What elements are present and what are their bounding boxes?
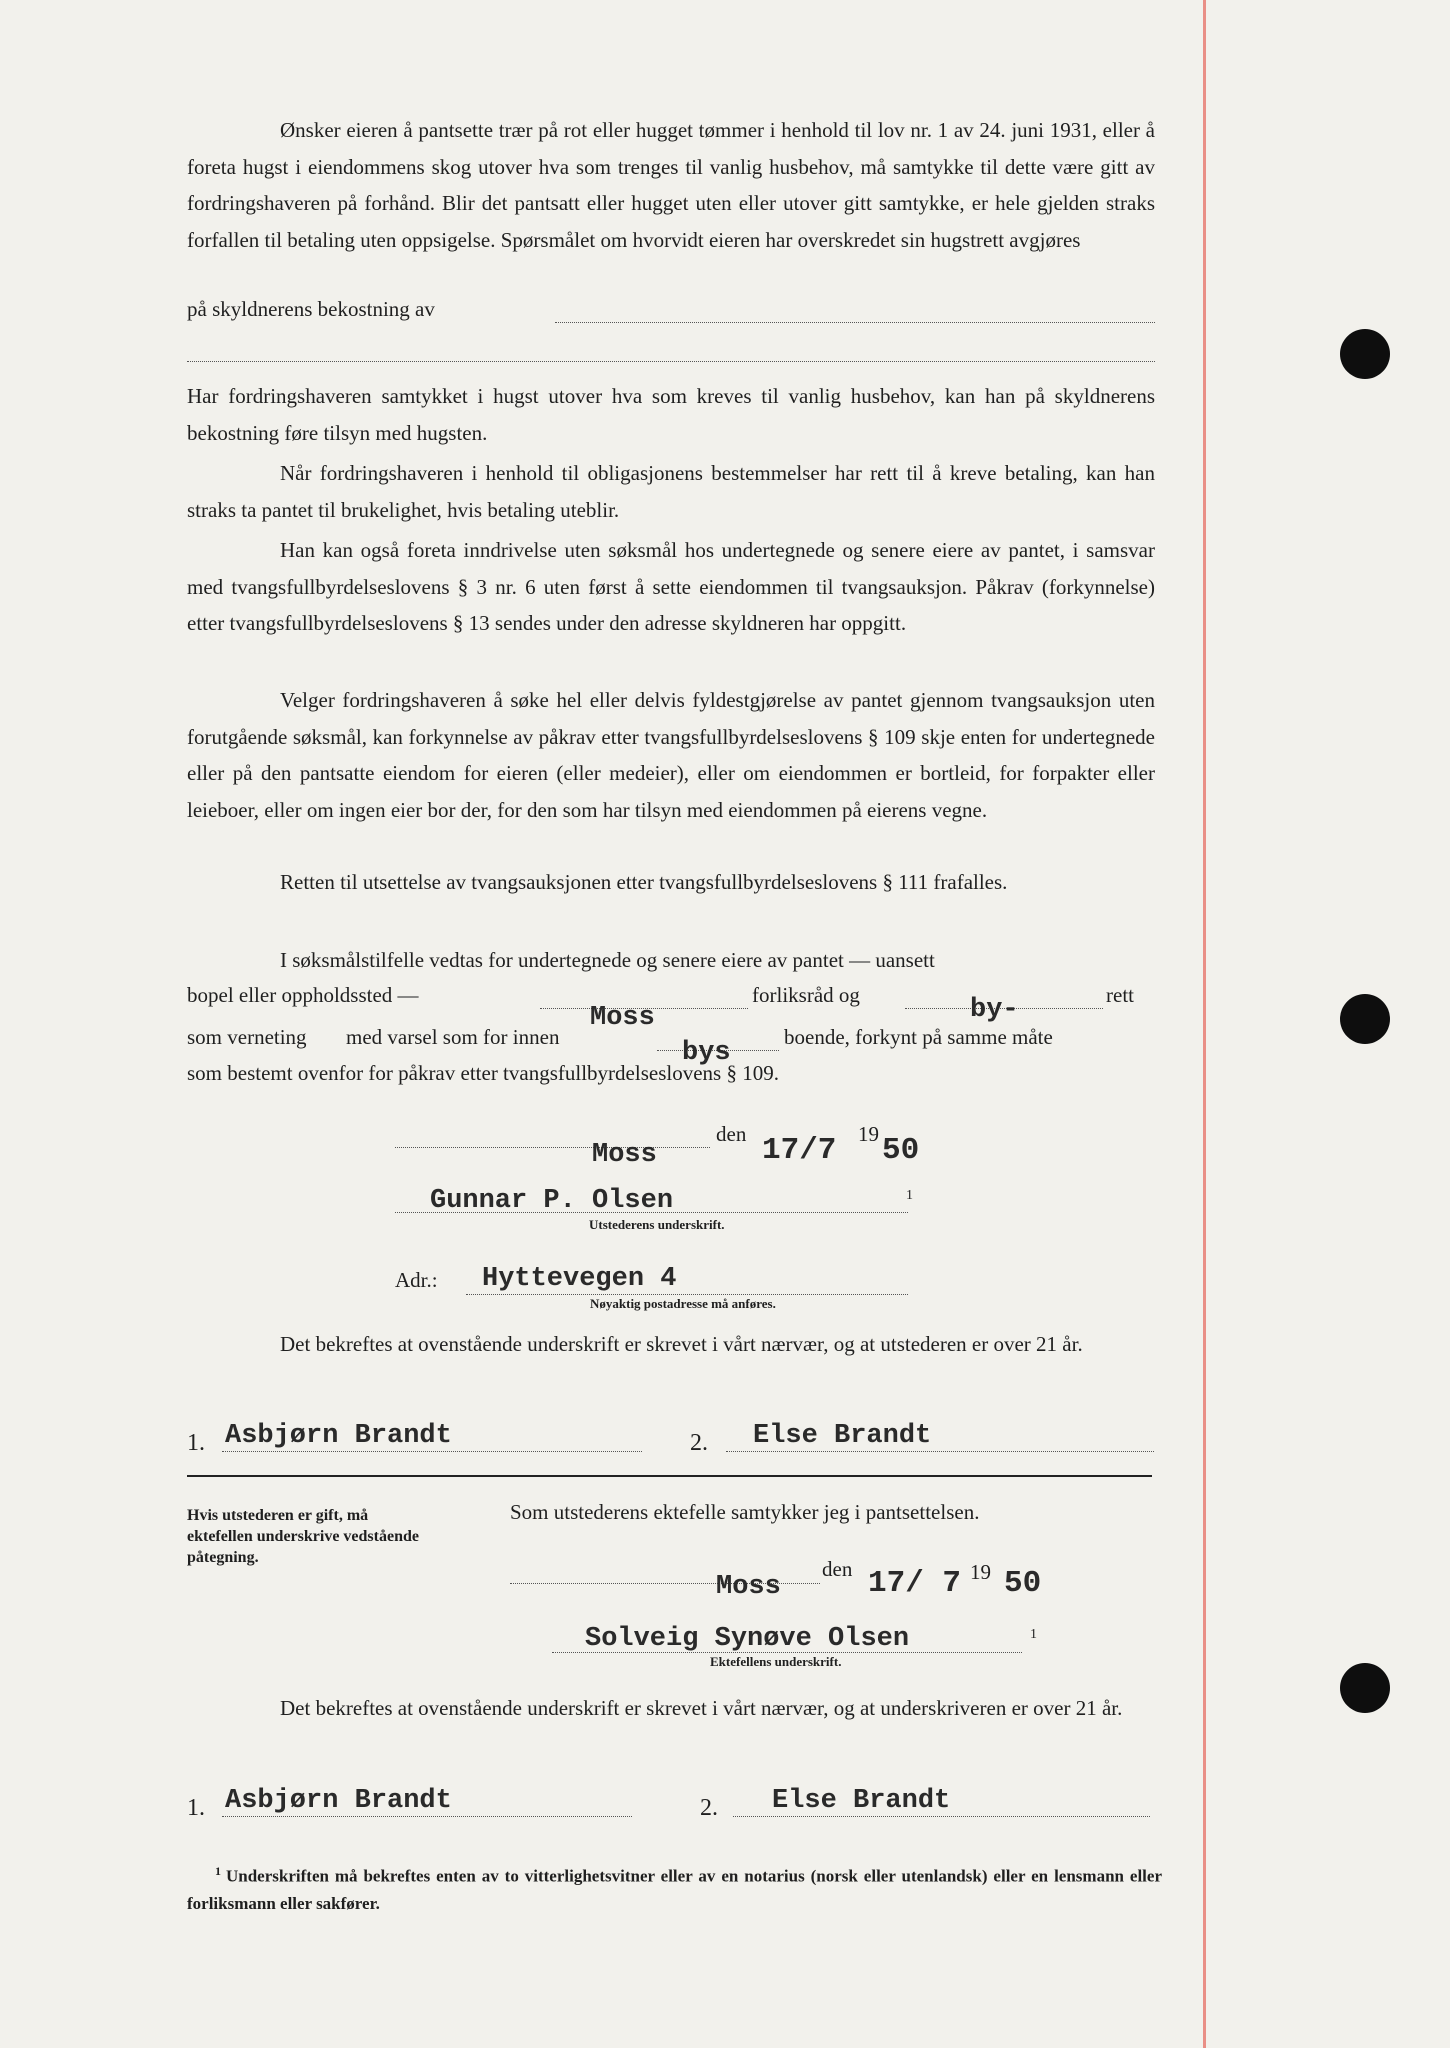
place-line xyxy=(395,1147,710,1148)
witness-statement: Det bekreftes at ovenstående underskrift er skrevet i vårt nærvær, og at underskriveren er over 21 år. xyxy=(280,1696,1123,1720)
spouse-signature: Solveig Synøve Olsen xyxy=(585,1624,910,1654)
spouse-consent: Som utstederens ektefelle samtykker jeg i pantsettelsen. xyxy=(510,1500,980,1524)
witness-number: 1. xyxy=(187,1795,205,1821)
section-divider xyxy=(187,1475,1152,1477)
spouse-year: 50 xyxy=(1004,1566,1042,1601)
footnote xyxy=(187,1858,1162,1917)
venue-text: forliksråd og xyxy=(752,983,860,1007)
venue-text: med varsel som for innen xyxy=(346,1025,560,1049)
spouse-date: 17/ 7 xyxy=(868,1566,962,1601)
issuer-address: Hyttevegen 4 xyxy=(482,1264,677,1294)
signature-caption: Ektefellens underskrift. xyxy=(710,1654,842,1669)
witness-line xyxy=(222,1816,632,1817)
spouse-place: Moss xyxy=(716,1572,781,1602)
paragraph-postponement: Retten til utsettelse av tvangsauksjonen etter tvangsfullbyrdelseslovens § 111 frafalles. xyxy=(280,870,1008,894)
signature-line xyxy=(395,1212,908,1213)
venue-text: som verneting xyxy=(187,1025,307,1049)
punch-hole xyxy=(1340,994,1390,1044)
witness-number: 2. xyxy=(700,1795,718,1821)
issuer-place: Moss xyxy=(592,1140,657,1170)
witness-number: 1. xyxy=(187,1430,205,1456)
venue-text: boende, forkynt på samme måte xyxy=(784,1025,1053,1049)
spouse-side-note: Hvis utstederen er gift, må ektefellen underskrive vedstående påtegning. xyxy=(187,1507,419,1566)
venue-text: rett xyxy=(1106,983,1134,1007)
issuer-date: 17/7 xyxy=(762,1133,837,1168)
footnote-marker: 1 xyxy=(906,1188,913,1203)
paragraph-logging-consent-last-line: på skyldnerens bekostning av xyxy=(187,297,435,321)
paragraph-supervision: Har fordringshaveren samtykket i hugst utover hva som kreves til vanlig husbehov, kan han på skyldnerens bekostning føre tilsyn med hugsten. xyxy=(187,384,1155,445)
fill-in-line xyxy=(555,322,1155,323)
address-label: Adr.: xyxy=(395,1268,438,1292)
issuer-year: 50 xyxy=(882,1133,920,1168)
red-margin-line xyxy=(1203,0,1206,2048)
address-line xyxy=(466,1294,908,1295)
punch-hole xyxy=(1340,329,1390,379)
footnote-marker: 1 xyxy=(1030,1627,1037,1642)
signature-caption: Utstederens underskrift. xyxy=(589,1217,725,1232)
venue-text: bopel eller oppholdssted — xyxy=(187,983,419,1007)
typed-venue-place: Moss xyxy=(590,1003,655,1033)
punch-hole xyxy=(1340,1663,1390,1713)
witness-line xyxy=(222,1451,642,1452)
witness-signature: Asbjørn Brandt xyxy=(225,1786,452,1816)
venue-text: som bestemt ovenfor for påkrav etter tvangsfullbyrdelseslovens § 109. xyxy=(187,1061,779,1085)
witness-signature: Else Brandt xyxy=(772,1786,951,1816)
paragraph-auction: Velger fordringshaveren å søke hel eller delvis fyldestgjørelse av pantet gjennom tvangsauksjon uten forutgående søksmål, kan forkynnelse av påkrav etter tvangsfullbyrdelseslovens § 109 skje enten for undertegnede eller på den pantsatte eiendom for eieren (eller medeier), eller om eiendommen er bortleid, for forpakter eller leieboer, eller om ingen eier bor der, for den som har tilsyn med eiendommen på eierens vegne. xyxy=(187,688,1155,822)
date-label: den xyxy=(716,1122,747,1146)
witness-statement: Det bekreftes at ovenstående underskrift er skrevet i vårt nærvær, og at utstederen er over 21 år. xyxy=(280,1332,1083,1356)
paragraph-logging-consent: Ønsker eieren å pantsette trær på rot eller hugget tømmer i henhold til lov nr. 1 av 24. juni 1931, eller å foreta hugst i eiendommens skog utover hva som trenges til vanlig husbehov, må samtykke til dette være gitt av fordringshaveren på forhånd. Blir det pantsatt eller hugget uten eller utover gitt samtykke, er hele gjelden straks forfallen til betaling uten oppsigelse. Spørsmålet om hvorvidt eieren har overskredet sin hugstrett avgjøres xyxy=(187,118,1155,252)
witness-signature: Asbjørn Brandt xyxy=(225,1421,452,1451)
spouse-century: 19 xyxy=(970,1560,991,1584)
issuer-signature: Gunnar P. Olsen xyxy=(430,1186,674,1216)
footnote-text: Underskriften må bekreftes enten av to vitterlighetsvitner eller av en notarius (norsk eller utenlandsk) eller en lensmann eller forliksmann eller sakfører. xyxy=(187,1866,1162,1913)
fill-in-line xyxy=(187,361,1155,362)
issuer-century: 19 xyxy=(858,1122,879,1146)
witness-signature: Else Brandt xyxy=(753,1421,932,1451)
paragraph-venue: I søksmålstilfelle vedtas for undertegnede og senere eiere av pantet — uansett xyxy=(280,948,935,972)
address-caption: Nøyaktig postadresse må anføres. xyxy=(590,1296,776,1311)
witness-line xyxy=(726,1451,1154,1452)
witness-number: 2. xyxy=(690,1430,708,1456)
paragraph-payment: Når fordringshaveren i henhold til obligasjonens bestemmelser har rett til å kreve betaling, kan han straks ta pantet til brukelighet, hvis betaling uteblir. xyxy=(187,461,1155,522)
signature-line xyxy=(552,1652,1022,1653)
paragraph-collection: Han kan også foreta inndrivelse uten søksmål hos undertegnede og senere eiere av pantet, i samsvar med tvangsfullbyrdelseslovens § 3 nr. 6 uten først å sette eiendommen til tvangsauksjon. Påkrav (forkynnelse) etter tvangsfullbyrdelseslovens § 13 sendes under den adresse skyldneren har oppgitt. xyxy=(187,538,1155,635)
typed-venue-bys: bys xyxy=(682,1038,731,1068)
date-label: den xyxy=(822,1557,853,1581)
typed-venue-court: by- xyxy=(970,995,1019,1025)
footnote-number: 1 xyxy=(215,1864,221,1878)
witness-line xyxy=(733,1816,1150,1817)
